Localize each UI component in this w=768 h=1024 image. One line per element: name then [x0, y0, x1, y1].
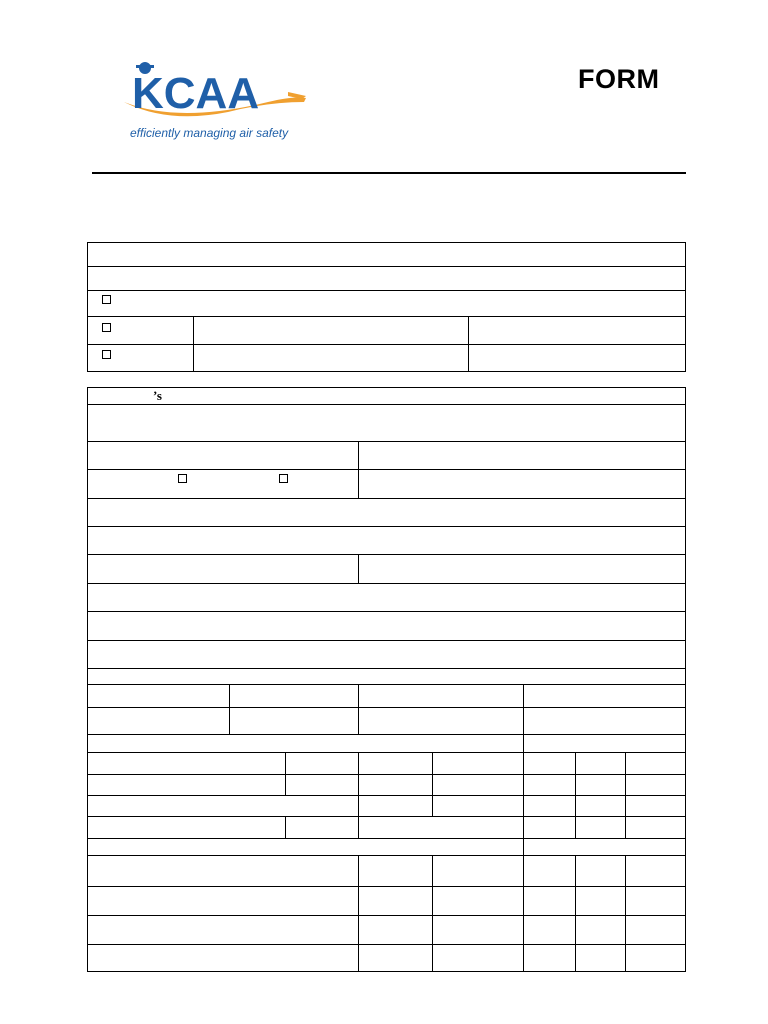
header-divider [92, 172, 686, 174]
section-1-table [87, 242, 686, 372]
choice-checkbox-2[interactable] [279, 474, 288, 483]
logo-graphic [118, 58, 318, 120]
option-checkbox-2[interactable] [102, 323, 111, 332]
section-2-table [87, 387, 686, 972]
logo-wordmark: KCAA [132, 69, 260, 118]
choice-checkbox-1[interactable] [178, 474, 187, 483]
section-2-header-fragment: ’s [153, 388, 162, 403]
option-checkbox-3[interactable] [102, 350, 111, 359]
kcaa-logo [118, 58, 318, 148]
option-checkbox-1[interactable] [102, 295, 111, 304]
logo-tagline: efficiently managing air safety [130, 126, 289, 140]
form-label: FORM [578, 64, 660, 94]
